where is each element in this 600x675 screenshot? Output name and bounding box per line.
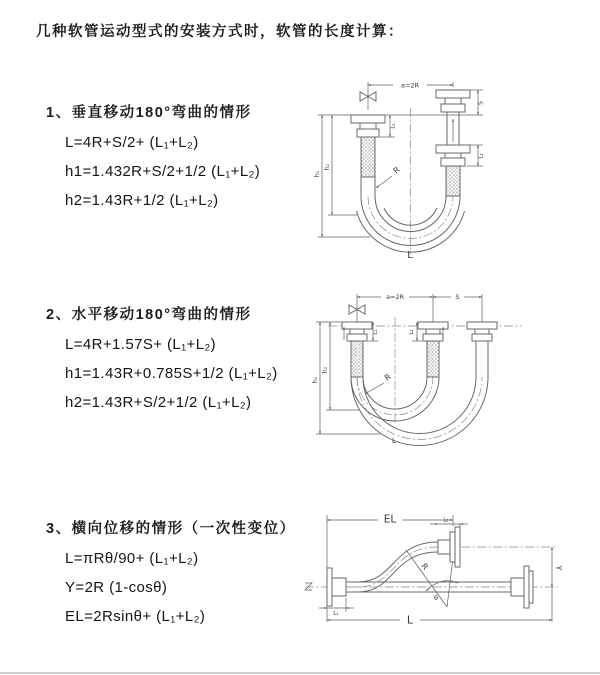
diagram-lateral-displacement [300, 500, 600, 650]
section-1 [46, 101, 260, 209]
braided-hose-section [427, 341, 439, 377]
formula-h2: h2=1.43R+1/2 (L₁+L₂) [65, 192, 219, 209]
hose-assembly [327, 527, 533, 608]
r-label: R [391, 165, 402, 176]
braided-hose-section [446, 166, 460, 196]
valve-icon [349, 305, 357, 314]
break-mark [305, 583, 312, 590]
l1-label: L₁ [333, 611, 339, 617]
diagram-horizontal-180-bend [310, 282, 540, 467]
span-label: a=2R [400, 81, 420, 90]
h1-label: h₁ [314, 170, 321, 178]
l2-label: L₂ [443, 517, 449, 524]
theta-label: θ [434, 594, 438, 602]
dimension-lines [316, 293, 482, 434]
valve-icon [360, 92, 368, 101]
l2-label: L₂ [409, 329, 415, 335]
s-label: S [455, 293, 460, 301]
formula-h1: h1=1.43R+0.785S+1/2 (L₁+L₂) [65, 365, 278, 382]
h1-label: h₁ [312, 376, 319, 384]
formula-el: EL=2Rsinθ+ (L₁+L₂) [65, 608, 206, 625]
valve-icon [357, 305, 365, 314]
braided-hose-section [361, 137, 375, 177]
formula-h2: h2=1.43R+S/2+1/2 (L₁+L₂) [65, 394, 252, 411]
el-label: EL [383, 513, 397, 526]
l-label: L [406, 613, 414, 627]
hose-assembly [342, 305, 497, 446]
scan-edge [0, 672, 600, 674]
r-label: R [382, 372, 393, 383]
page-title: 几种软管运动型式的安装方式时，软管的长度计算： [36, 24, 404, 40]
y-label: Y [554, 565, 563, 571]
l-label: L [407, 250, 413, 260]
l-label: L [392, 437, 396, 445]
formula-l: L=πRθ/90+ (L₁+L₂) [65, 550, 199, 567]
valve-icon [368, 92, 376, 101]
formula-h1: h1=1.432R+S/2+1/2 (L₁+L₂) [65, 163, 261, 180]
formula-l: L=4R+S/2+ (L₁+L₂) [65, 134, 199, 151]
braided-hose-section [351, 341, 363, 377]
l2-label: L₂ [478, 153, 485, 159]
h2-label: h₂ [324, 163, 331, 171]
l1-label: L₁ [373, 329, 379, 335]
formula-y: Y=2R (1-cosθ) [65, 579, 168, 596]
span-label: a=2R [385, 293, 405, 301]
dimension-lines [305, 514, 552, 625]
s-label: S [477, 101, 485, 105]
l1-label: L₁ [390, 123, 397, 129]
section-1-heading: 1、垂直移动180°弯曲的情形 [46, 105, 252, 121]
formula-l: L=4R+1.57S+ (L₁+L₂) [65, 336, 217, 353]
section-3 [46, 517, 296, 625]
section-2 [46, 303, 278, 411]
centerlines [368, 108, 453, 254]
diagram-vertical-180-bend [310, 70, 525, 260]
section-3-heading: 3、横向位移的情形（一次性变位） [46, 521, 296, 537]
r-label: R [419, 561, 430, 572]
section-2-heading: 2、水平移动180°弯曲的情形 [46, 307, 252, 323]
h2-label: h₂ [322, 366, 329, 374]
